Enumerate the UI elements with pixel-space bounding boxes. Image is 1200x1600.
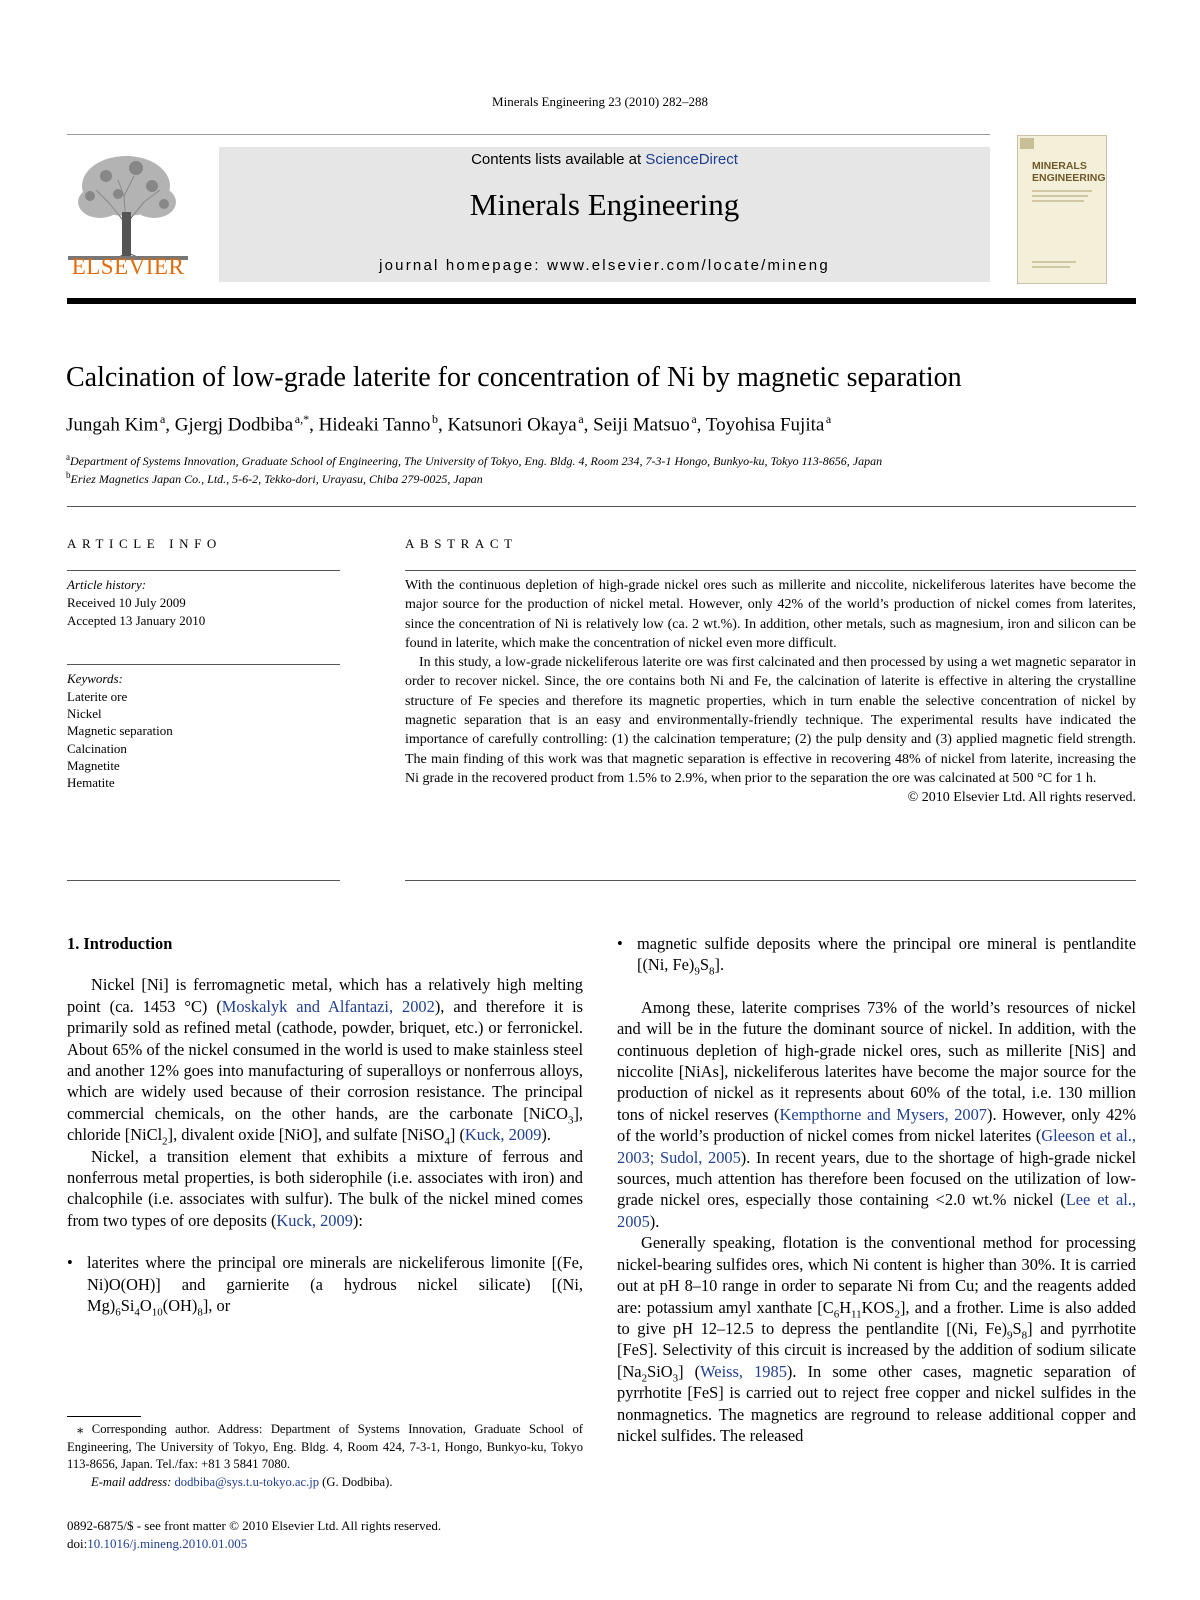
citation-link[interactable]: Weiss, 1985 [700, 1361, 787, 1381]
footnote-rule [67, 1416, 141, 1417]
citation-link[interactable]: Kempthorne and Mysers, 2007 [779, 1104, 987, 1124]
citation-link[interactable]: Moskalyk and Alfantazi, 2002 [221, 996, 435, 1016]
publication-info [67, 1517, 441, 1553]
affiliation: $^b$Eriez Magnetics Japan Co., Ltd., 5-6-2, Tekko-dori, Urayasu, Chiba 279-0025, Japan [66, 470, 483, 486]
keywords-rule [67, 664, 340, 665]
abstract-bottom-rule [405, 880, 1136, 881]
body-paragraph: Nickel [Ni] is ferromagnetic metal, which has a relatively high melting point (ca. 1453 °C) (Moskalyk and Alfantazi, 2002), and therefore it is primarily sold as refined metal (cathode, powder, briquet, etc.) or ferronickel. About 65% of the nickel consumed in the world is used to make stainless steel and another 12% goes into manufacturing of superalloys or nonferrous alloys, which are widely used because of their corrosion resistance. The principal commercial chemicals, on the other hands, are the carbonate [NiCO$_3$], chloride [NiCl$_2$], divalent oxide [NiO], and sulfate [NiSO$_4$] (Kuck, 2009). [67, 975, 584, 1148]
left-column [67, 933, 583, 1317]
cover-text-line [1032, 266, 1070, 268]
author-name: Hideaki Tanno [318, 414, 431, 436]
right-column [617, 933, 1136, 1446]
body-paragraph: Among these, laterite comprises 73% of the world’s resources of nickel and will be in the future the dominant source of nickel. In addition, with the continuous depletion of high-grade nickel ores, such as millerite [NiS] and niccolite [NiAs], nickeliferous laterites have become the major source for the production of nickel as it represents about 60% of the total, i.e. 130 million tons of nickel reserves (Kempthorne and Mysers, 2007). However, only 42% of the world’s production of nickel comes from nickel laterites (Gleeson et al., 2003; Sudol, 2005). In recent years, due to the shortage of high-grade nickel sources, much attention has therefore been focused on the utilization of low-grade nickel ores, especially those containing <2.0 wt.% nickel (Lee et al., 2005). [617, 997, 1136, 1231]
abstract-heading: ABSTRACT [405, 536, 518, 551]
author-list: Jungah Kim $^a$, Gjergj Dodbiba $^{a,*}$, Hideaki Tanno $^b$, Katsunori Okaya $^a$, Seiji Matsuo $^a$, Toyohisa Fujita $^a$ [66, 412, 832, 436]
author-name: Seiji Matsuo [593, 414, 690, 436]
keyword: Nickel [67, 706, 102, 721]
keyword: Magnetite [67, 758, 120, 773]
keyword: Magnetic separation [67, 723, 173, 738]
elsevier-logo-text: ELSEVIER [71, 254, 185, 279]
cover-text-line [1032, 261, 1076, 263]
affiliation: $^a$Department of Systems Innovation, Graduate School of Engineering, The University of Tokyo, Eng. Bldg. 4, Room 234, 7-3-1 Hongo, Bunkyo-ku, Tokyo 113-8656, Japan [66, 452, 883, 468]
journal-reference: Minerals Engineering 23 (2010) 282–288 [492, 94, 708, 109]
cover-title: MINERALS ENGINEERING [1032, 160, 1106, 184]
article-info-bottom-rule [67, 880, 340, 881]
citation-link[interactable]: Lee et al., 2005 [617, 1190, 1136, 1231]
journal-header-box [219, 147, 990, 282]
citation-link[interactable]: Kuck, 2009 [464, 1125, 542, 1145]
contents-available: Contents lists available at ScienceDirect [471, 151, 738, 168]
abstract-rule [405, 570, 1136, 571]
keywords-label: Keywords: [67, 671, 123, 686]
article-info-heading: ARTICLE INFO [67, 536, 222, 551]
footnote-star-icon: ⁎ [77, 1422, 84, 1436]
article-info-rule [67, 570, 340, 571]
citation-link[interactable]: Kuck, 2009 [276, 1210, 353, 1230]
elsevier-logo [66, 146, 190, 284]
journal-cover-thumbnail [1017, 135, 1107, 284]
accepted-date: Accepted 13 January 2010 [67, 613, 206, 628]
cover-text-line [1032, 200, 1084, 202]
article-history-label: Article history: [67, 577, 147, 592]
abstract-paragraph: With the continuous depletion of high-grade nickel ores such as millerite and niccolite, nickeliferous laterites have become the major source for the production of nickel metal. However, only 42% of the world’s production of nickel comes from laterites, since the concentration of Ni is relatively low (ca. 2 wt.%). In addition, other metals, such as magnesium, iron and silicon can be found in laterite, which make the concentration of nickel even more difficult. [405, 578, 1136, 651]
section-heading-introduction: 1. Introduction [67, 934, 173, 953]
article-title: Calcination of low-grade laterite for concentration of Ni by magnetic separation [66, 362, 962, 393]
abstract-body [405, 576, 1136, 808]
keyword: Laterite ore [67, 689, 128, 704]
journal-title: Minerals Engineering [469, 187, 740, 222]
body-paragraph: Generally speaking, flotation is the conventional method for processing nickel-bearing sulfides ores, which Ni content is higher than 30%. It is carried out at pH 8–10 range in order to separate Ni from Cu; and the reagents added are: potassium amyl xanthate $[C_6H_{11}KOS_2]$, and a frother. Lime is also added to give pH 12–12.5 to depress the pentlandite [(Ni, $Fe)_9S_8$] and pyrrhotite [FeS]. Selectivity of this circuit is increased by the addition of sodium silicate $[Na_2SiO_3]$ (Weiss, 1985). In some other cases, magnetic separation of pyrrhotite [FeS] is carried out to reject free copper and nickel sulfides in the nonmagnetics. The magnetics are reground to release additional copper and nickel sulfides. The released [617, 1233, 1136, 1445]
bullet-icon: • [617, 934, 623, 953]
author-name[interactable]: Gjergj Dodbiba [174, 414, 294, 436]
author-name: Toyohisa Fujita [705, 414, 825, 436]
keyword: Calcination [67, 741, 127, 756]
header-top-rule [67, 134, 990, 135]
cover-text-line [1032, 190, 1092, 192]
doi-line: doi:10.1016/j.mineng.2010.01.005 [67, 1536, 248, 1551]
citation-link[interactable]: Gleeson et al., 2003; Sudol, 2005 [617, 1126, 1136, 1167]
doi-link[interactable]: 10.1016/j.mineng.2010.01.005 [87, 1536, 248, 1551]
keyword: Hematite [67, 775, 115, 790]
header-thick-rule [67, 298, 1136, 304]
issn-line: 0892-6875/$ - see front matter © 2010 Elsevier Ltd. All rights reserved. [67, 1518, 442, 1533]
list-item: • magnetic sulfide deposits where the principal ore mineral is pentlandite [(Ni, $Fe)_9S_8$]. [617, 934, 1136, 978]
body-paragraph: Nickel, a transition element that exhibits a mixture of ferrous and nonferrous metal properties, is both siderophile (i.e. associates with iron) and chalcophile (i.e. associates with sulfur). The bulk of the nickel mined comes from two types of ore deposits (Kuck, 2009): [67, 1146, 583, 1230]
sciencedirect-link[interactable]: ScienceDirect [645, 151, 738, 168]
cover-logo-icon [1020, 138, 1034, 149]
abstract-paragraph: In this study, a low-grade nickeliferous laterite ore was first calcinated and then processed by using a wet magnetic separator in order to recover nickel. Since, the ore contains both Ni and Fe, the calcination of laterite is effective in altering the crystalline structure of Fe species and therefore its magnetic properties, which in turn enable the selective concentration of nickel by magnetic separation that is an easy and environmentally-friendly technique. The experimental results have indicated the importance of carefully controlling: (1) the calcination temperature; (2) the pulp density and (3) applied magnetic field strength. The main finding of this work was that magnetic separation is effective in recovering 48% of nickel from laterite, increasing the Ni grade in the recovered product from 1.5% to 2.9%, when prior to the separation the ore was calcinated at 500 °C for 1 h. [405, 655, 1136, 786]
section-rule [67, 506, 1136, 507]
author-name: Jungah Kim [66, 414, 159, 436]
journal-homepage[interactable]: journal homepage: www.elsevier.com/locate/mineng [379, 257, 830, 274]
author-name: Katsunori Okaya [447, 414, 577, 436]
cover-text-line [1032, 195, 1088, 197]
bullet-icon: • [67, 1253, 73, 1273]
list-item: • laterites where the principal ore minerals are nickeliferous limonite [(Fe, Ni)O(OH)] and garnierite (a hydrous nickel silicate) [(Ni, $Mg)_6Si_4O_{10}(OH)_8$], or [67, 1253, 583, 1319]
copyright-line: © 2010 Elsevier Ltd. All rights reserved. [907, 790, 1136, 806]
corresponding-author-footnote: ⁎ Corresponding author. Address: Department of Systems Innovation, Graduate School of Engineering, The University of Tokyo, Eng. Bldg. 4, Room 424, 7-3-1, Hongo, Bunkyo-ku, Tokyo 113-8656, Japan. Tel./fax: +81 3 5841 7080. E-mail address: dodbiba@sys.t.u-tokyo.ac.jp (G. Dodbiba). [67, 1422, 584, 1489]
received-date: Received 10 July 2009 [67, 595, 186, 610]
email-link[interactable]: dodbiba@sys.t.u-tokyo.ac.jp [174, 1474, 320, 1489]
